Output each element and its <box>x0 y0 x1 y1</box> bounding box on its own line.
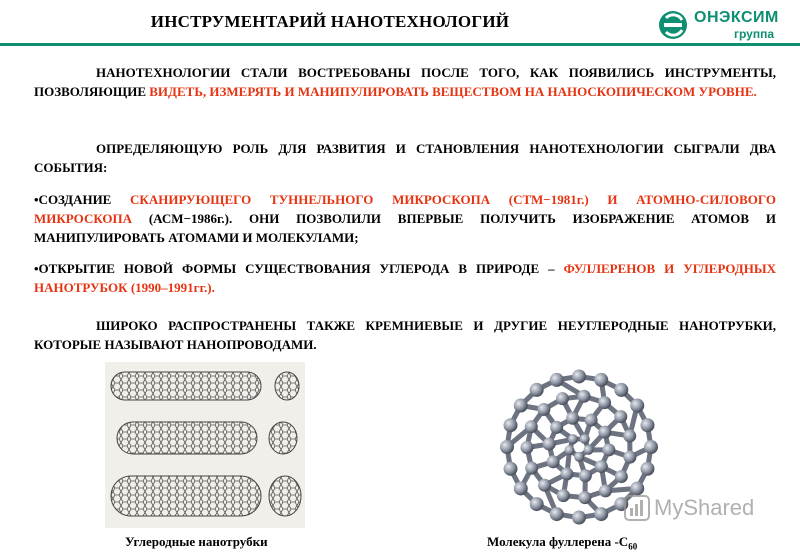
fullerene-atom <box>543 438 556 451</box>
bullet-fullerenes-highlight: ФУЛЛЕРЕНОВ И УГЛЕРОДНЫХ НАНОТРУБОК (1990–1991гг.). <box>34 261 777 295</box>
bullet-microscopes-lead: •СОЗДАНИЕ <box>34 192 131 207</box>
logo-sub-text: группа <box>734 27 775 41</box>
fullerene-atom <box>580 434 590 444</box>
fullerene-atom <box>594 373 608 387</box>
nanotube-middle <box>117 422 297 454</box>
fullerene-atom <box>550 507 564 521</box>
fullerene-atom <box>578 491 591 504</box>
caption-fullerene-subscript: 60 <box>628 541 638 552</box>
paragraph-intro-highlight: ВИДЕТЬ, ИЗМЕРЯТЬ И МАНИПУЛИРОВАТЬ ВЕЩЕСТВОМ НА НАНОСКОПИЧЕСКОМ УРОВНЕ. <box>149 84 757 99</box>
fullerene-atom <box>630 399 644 413</box>
nanotube-bottom <box>111 476 301 516</box>
bullet-fullerenes-lead: •ОТКРЫТИЕ НОВОЙ ФОРМЫ СУЩЕСТВОВАНИЯ УГЛЕРОДА В ПРИРОДЕ – <box>34 261 564 276</box>
fullerene-atom <box>615 470 628 483</box>
fullerene-atom <box>572 369 586 383</box>
nanotubes-drawing <box>105 362 305 528</box>
fullerene-atom <box>614 383 628 397</box>
bullet-microscopes-highlight: СКАНИРУЮЩЕГО ТУННЕЛЬНОГО МИКРОСКОПА (СТМ−1981г.) И АТОМНО-СИЛОВОГО МИКРОСКОПА <box>34 192 776 226</box>
company-logo <box>656 8 796 40</box>
fullerene-atom <box>640 418 654 432</box>
fullerene-atom <box>565 445 575 455</box>
fullerene-atom <box>538 479 551 492</box>
fullerene-atom <box>537 403 550 416</box>
watermark-text: MyShared <box>654 495 755 520</box>
logo-brand-text: ОНЭКСИМ <box>694 9 779 26</box>
fullerene-atom <box>525 462 538 475</box>
caption-nanotubes: Углеродные нанотрубки <box>125 534 268 549</box>
fullerene-atom <box>556 392 569 405</box>
bullet-microscopes <box>34 190 776 247</box>
fullerene-atom <box>500 440 514 454</box>
fullerene-atom <box>598 426 611 439</box>
fullerene-atom <box>614 410 627 423</box>
fullerene-atom <box>568 434 578 444</box>
fullerene-atom <box>530 383 544 397</box>
fullerene-atom <box>574 452 584 462</box>
caption-fullerene <box>487 534 637 552</box>
bullet-microscopes-rest: (АСМ−1986г.). ОНИ ПОЗВОЛИЛИ ВПЕРВЫЕ ПОЛУЧИТЬ ИЗОБРАЖЕНИЕ АТОМОВ И МАНИПУЛИРОВАТЬ АТОМАМИ И МОЛЕКУЛАМИ; <box>34 211 776 245</box>
fullerene-atom <box>560 467 573 480</box>
fullerene-atom <box>557 489 570 502</box>
fullerene-atom <box>514 399 528 413</box>
fullerene-atom <box>504 418 518 432</box>
fullerene-atom <box>599 484 612 497</box>
fullerene-atom <box>521 441 534 454</box>
fullerene-atom <box>644 440 658 454</box>
fullerene-atom <box>550 421 563 434</box>
fullerene-atom <box>584 445 594 455</box>
fullerene-atom <box>577 390 590 403</box>
paragraph-nanowires: ШИРОКО РАСПРОСТРАНЕНЫ ТАКЖЕ КРЕМНИЕВЫЕ И ДРУГИЕ НЕУГЛЕРОДНЫЕ НАНОТРУБКИ, КОТОРЫЕ НАЗЫВАЮТ НАНОПРОВОДАМИ. <box>34 318 776 352</box>
watermark <box>624 494 774 522</box>
header-divider <box>0 43 800 46</box>
watermark-logo-icon <box>624 495 650 521</box>
caption-fullerene-text: Молекула фуллерена -С <box>487 534 629 549</box>
fullerene-atom <box>640 462 654 476</box>
fullerene-atom <box>594 507 608 521</box>
onexim-logo-icon <box>656 8 690 42</box>
fullerene-atom <box>504 462 518 476</box>
paragraph-events: ОПРЕДЕЛЯЮЩУЮ РОЛЬ ДЛЯ РАЗВИТИЯ И СТАНОВЛЕНИЯ НАНОТЕХНОЛОГИИ СЫГРАЛИ ДВА СОБЫТИЯ: <box>34 141 776 175</box>
paragraph-intro-text: НАНОТЕХНОЛОГИИ СТАЛИ ВОСТРЕБОВАНЫ ПОСЛЕ ТОГО, КАК ПОЯВИЛИСЬ ИНСТРУМЕНТЫ, ПОЗВОЛЯЮЩИЕ <box>34 65 776 99</box>
fullerene-atom <box>547 455 560 468</box>
page-title: ИНСТРУМЕНТАРИЙ НАНОТЕХНОЛОГИЙ <box>150 12 510 31</box>
fullerene-atom <box>579 469 592 482</box>
fullerene-atom <box>585 414 598 427</box>
fullerene-atom <box>514 481 528 495</box>
nanotube-top <box>111 372 299 400</box>
bullet-fullerenes <box>34 259 776 297</box>
fullerene-atom <box>598 396 611 409</box>
fullerene-atom <box>566 412 579 425</box>
fullerene-atom <box>525 420 538 433</box>
fullerene-atom <box>530 497 544 511</box>
fullerene-atom <box>623 429 636 442</box>
fullerene-atom <box>550 373 564 387</box>
paragraph-intro <box>34 63 776 101</box>
fullerene-atom <box>602 443 615 456</box>
nanotubes-image <box>105 362 305 528</box>
fullerene-atom <box>595 460 608 473</box>
fullerene-atom <box>572 511 586 525</box>
fullerene-atom <box>623 451 636 464</box>
